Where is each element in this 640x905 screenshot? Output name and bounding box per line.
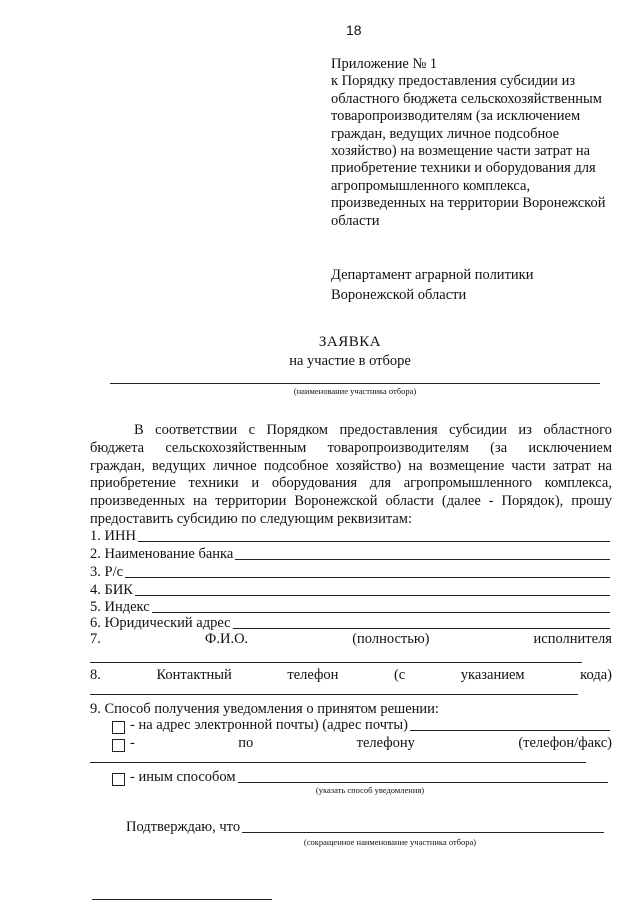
paragraph-word: из [518, 422, 532, 438]
department-block [331, 265, 533, 305]
fio-word: 7. [90, 631, 101, 647]
appendix-line: агропромышленного комплекса, [331, 177, 531, 194]
appendix-line: товаропроизводителям (за исключением [331, 108, 581, 125]
paragraph-word: Воронежской [294, 493, 378, 510]
footnote-separator [92, 899, 272, 900]
paragraph-word: на [408, 457, 423, 474]
paragraph-word: и [251, 475, 260, 492]
fio-input-line[interactable] [90, 662, 582, 663]
paragraph-word: бюджета [90, 439, 145, 456]
phone-option-word: телефону [356, 735, 415, 751]
paragraph-line [90, 422, 612, 440]
paragraph-line [90, 475, 612, 493]
inn-field[interactable] [90, 527, 610, 545]
account-field[interactable] [90, 563, 610, 581]
paragraph-word: - [488, 493, 494, 510]
appendix-line: к Порядку предоставления субсидии из [331, 73, 576, 90]
paragraph-word: Порядком [266, 422, 328, 438]
paragraph-line [90, 493, 612, 511]
bik-input-line[interactable] [135, 594, 610, 596]
address-field[interactable] [90, 614, 610, 632]
phone-checkbox[interactable] [112, 739, 125, 752]
inn-label: 1. ИНН [90, 528, 136, 544]
phone-input-line[interactable] [90, 694, 578, 695]
index-label: 5. Индекс [90, 599, 150, 615]
paragraph-word: на [193, 493, 208, 510]
bank-input-line[interactable] [235, 558, 610, 560]
paragraph-word: предоставления [339, 422, 438, 438]
bank-field[interactable] [90, 545, 610, 563]
paragraph-word: на [597, 457, 612, 474]
account-input-line[interactable] [125, 576, 610, 578]
phone-option-input-line[interactable] [90, 762, 586, 763]
phone-word: Контактный [156, 667, 232, 683]
intro-paragraph [90, 422, 612, 529]
paragraph-word: личное [212, 457, 257, 474]
phone-option-word: - [130, 735, 135, 751]
paragraph-word: с [248, 422, 256, 438]
email-option[interactable] [112, 716, 610, 734]
paragraph-word: предоставить субсидию по следующим реквизитам: [90, 510, 412, 527]
address-input-line[interactable] [233, 627, 610, 629]
phone-word: (с [393, 667, 406, 683]
paragraph-word: граждан, [90, 457, 145, 474]
other-option[interactable] [112, 768, 608, 786]
paragraph-word: (далее [441, 493, 481, 510]
appendix-line: произведенных на территории Воронежской [331, 195, 606, 212]
appendix-line: хозяйство) на возмещение части затрат на [331, 143, 591, 160]
phone-word: 8. [90, 667, 101, 683]
paragraph-word: части [511, 457, 546, 474]
address-label: 6. Юридический адрес [90, 615, 231, 631]
phone-option-word: (телефон/факс) [518, 735, 612, 751]
inn-input-line[interactable] [138, 540, 610, 542]
phone-word: телефон [287, 667, 339, 683]
appendix-line: Приложение № 1 [331, 56, 438, 72]
paragraph-word: приобретение [90, 475, 176, 492]
paragraph-word: исключением [528, 439, 612, 456]
fio-word: (полностью) [352, 631, 430, 647]
paragraph-word: прошу [571, 493, 612, 510]
paragraph-word: возмещение [429, 457, 505, 474]
department-line: Воронежской области [331, 287, 467, 303]
other-caption: (указать способ уведомления) [315, 785, 425, 795]
confirm-caption: (сокращенное наименование участника отбора) [303, 837, 477, 847]
appendix-line: граждан, ведущих личное подсобное [331, 125, 560, 142]
confirm-input-line[interactable] [242, 832, 604, 833]
appendix-line: области [331, 212, 380, 229]
appendix-line: приобретение техники и оборудования для [331, 160, 596, 177]
email-input-line[interactable] [410, 730, 610, 731]
paragraph-word: (за [490, 439, 508, 456]
phone-word: указанием [460, 667, 525, 683]
phone-option-word: по [238, 735, 254, 751]
paragraph-word: агропромышленного [403, 475, 532, 492]
paragraph-word: областного [543, 422, 612, 438]
paragraph-word: соответствии [155, 422, 238, 438]
paragraph-word: Порядок), [501, 493, 564, 510]
other-option-label: - иным способом [130, 769, 236, 785]
fio-word: Ф.И.О. [204, 631, 249, 647]
paragraph-word: произведенных [90, 493, 186, 510]
department-line: Департамент аграрной политики [331, 267, 534, 283]
phone-option-label [130, 735, 612, 752]
other-checkbox[interactable] [112, 773, 125, 786]
paragraph-word: ведущих [151, 457, 206, 474]
paragraph-word: территории [215, 493, 287, 510]
paragraph-line [90, 440, 612, 458]
fio-line [90, 631, 612, 648]
participant-caption: (наименование участника отбора) [293, 386, 417, 396]
appendix-block [331, 56, 605, 230]
document-subtitle: на участие в отборе [289, 353, 411, 369]
email-checkbox[interactable] [112, 721, 125, 734]
paragraph-word: комплекса, [544, 475, 612, 492]
confirm-row[interactable] [126, 818, 604, 836]
paragraph-word: оборудования [271, 475, 358, 492]
bik-label: 4. БИК [90, 582, 133, 598]
paragraph-word: В [134, 422, 144, 438]
paragraph-word: для [369, 475, 392, 492]
paragraph-word: подсобное [263, 457, 329, 474]
paragraph-word: затрат [552, 457, 591, 474]
bik-field[interactable] [90, 581, 610, 599]
phone-option[interactable] [112, 734, 612, 752]
notification-heading: 9. Способ получения уведомления о принятом решении: [90, 701, 439, 717]
phone-word: кода) [580, 667, 612, 683]
bank-label: 2. Наименование банка [90, 546, 234, 562]
paragraph-word: субсидии [449, 422, 507, 438]
account-label: 3. Р/с [90, 564, 124, 580]
paragraph-word: сельскохозяйственным [165, 439, 307, 456]
paragraph-line [90, 458, 612, 476]
page-number: 18 [346, 22, 362, 38]
phone-line [90, 667, 612, 684]
email-option-label: - на адрес электронной почты) (адрес почты) [130, 717, 408, 733]
paragraph-word: области [385, 493, 434, 510]
paragraph-word: техники [188, 475, 239, 492]
participant-name-line[interactable] [110, 383, 600, 384]
confirm-label: Подтверждаю, что [126, 819, 241, 835]
appendix-line: областного бюджета сельскохозяйственным [331, 90, 602, 107]
document-title: ЗАЯВКА [318, 334, 382, 350]
other-input-line[interactable] [238, 782, 608, 783]
paragraph-word: товаропроизводителям [327, 439, 469, 456]
paragraph-word: хозяйство) [335, 457, 402, 474]
index-input-line[interactable] [152, 611, 610, 613]
fio-word: исполнителя [533, 631, 612, 647]
